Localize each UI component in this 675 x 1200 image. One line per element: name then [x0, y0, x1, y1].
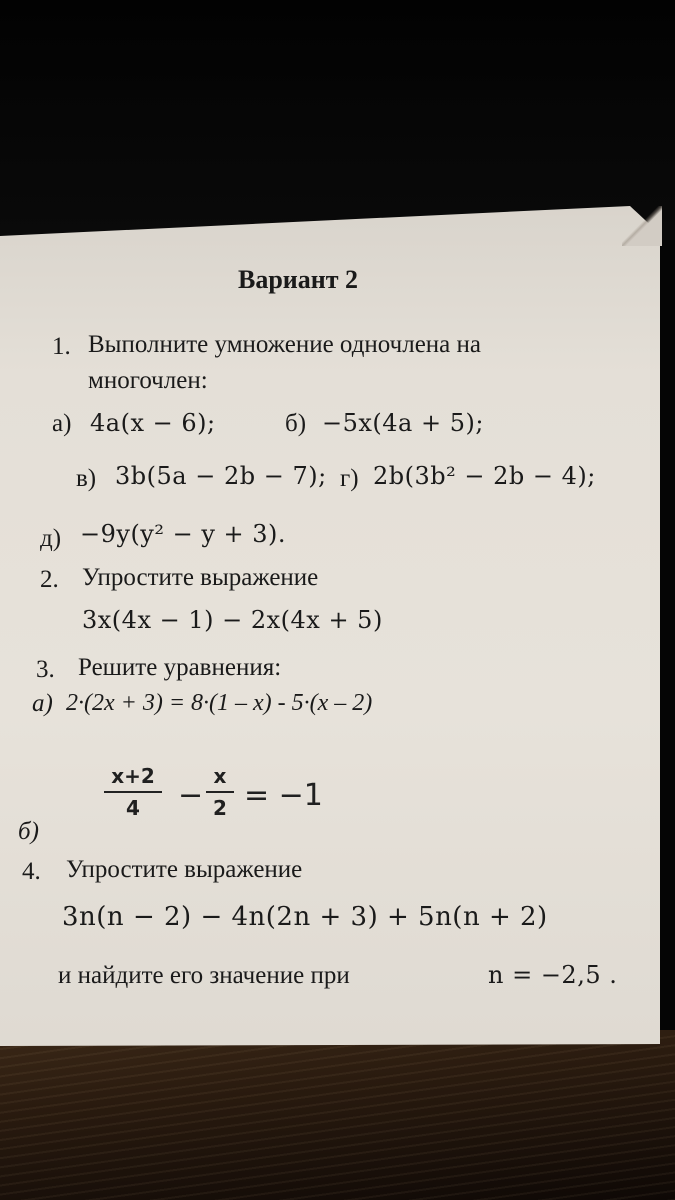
- task3-text: Решите уравнения:: [78, 654, 282, 681]
- task1-d-expression: −9y(y² − y + 3).: [80, 520, 287, 548]
- task3-b-right-side: = −1: [244, 778, 323, 813]
- task2-number: 2.: [40, 566, 59, 593]
- variant-title: Вариант 2: [238, 265, 359, 294]
- task4-tail-expression: n = −2,5 .: [488, 961, 618, 989]
- task2-expression: 3x(4x − 1) − 2x(4x + 5): [82, 606, 383, 634]
- task2-text: Упростите выражение: [82, 564, 319, 591]
- fraction-2-denominator: 2: [213, 796, 227, 820]
- task1-v-expression: 3b(5a − 2b − 7);: [115, 462, 327, 490]
- task1-number: 1.: [52, 333, 71, 360]
- task3-number: 3.: [36, 656, 55, 683]
- task3-b-fraction-2: [206, 764, 234, 820]
- task4-number: 4.: [22, 858, 41, 885]
- task3-b-label: б): [18, 818, 39, 845]
- task1-g-expression: 2b(3b² − 2b − 4);: [373, 462, 596, 490]
- task1-b-label: б): [285, 410, 307, 437]
- fraction-1-numerator: x+2: [111, 764, 155, 788]
- task3-a-label: а): [32, 690, 53, 717]
- fraction-2-numerator: x: [213, 764, 227, 788]
- task1-v-label: в): [76, 465, 97, 492]
- task1-d-label: д): [40, 525, 62, 552]
- task3-b-fraction-1: [104, 764, 162, 820]
- task1-text-line2: многочлен:: [88, 367, 208, 394]
- task4-expression: 3n(n − 2) − 4n(2n + 3) + 5n(n + 2): [62, 902, 548, 932]
- fraction-1-bar: [104, 791, 162, 793]
- fraction-2-bar: [206, 791, 234, 793]
- task3-b-minus: −: [178, 778, 204, 813]
- fraction-1-denominator: 4: [126, 796, 140, 820]
- task3-a-equation: 2·(2x + 3) = 8·(1 – x) - 5·(x – 2): [66, 690, 373, 716]
- task1-a-label: а): [52, 410, 72, 437]
- task1-g-label: г): [340, 465, 359, 492]
- task1-text-line1: Выполните умножение одночлена на: [88, 331, 481, 358]
- task4-tail-text: и найдите его значение при: [58, 962, 350, 989]
- task1-a-expression: 4a(x − 6);: [90, 409, 216, 437]
- task1-b-expression: −5x(4a + 5);: [322, 409, 484, 437]
- task4-text: Упростите выражение: [66, 856, 303, 883]
